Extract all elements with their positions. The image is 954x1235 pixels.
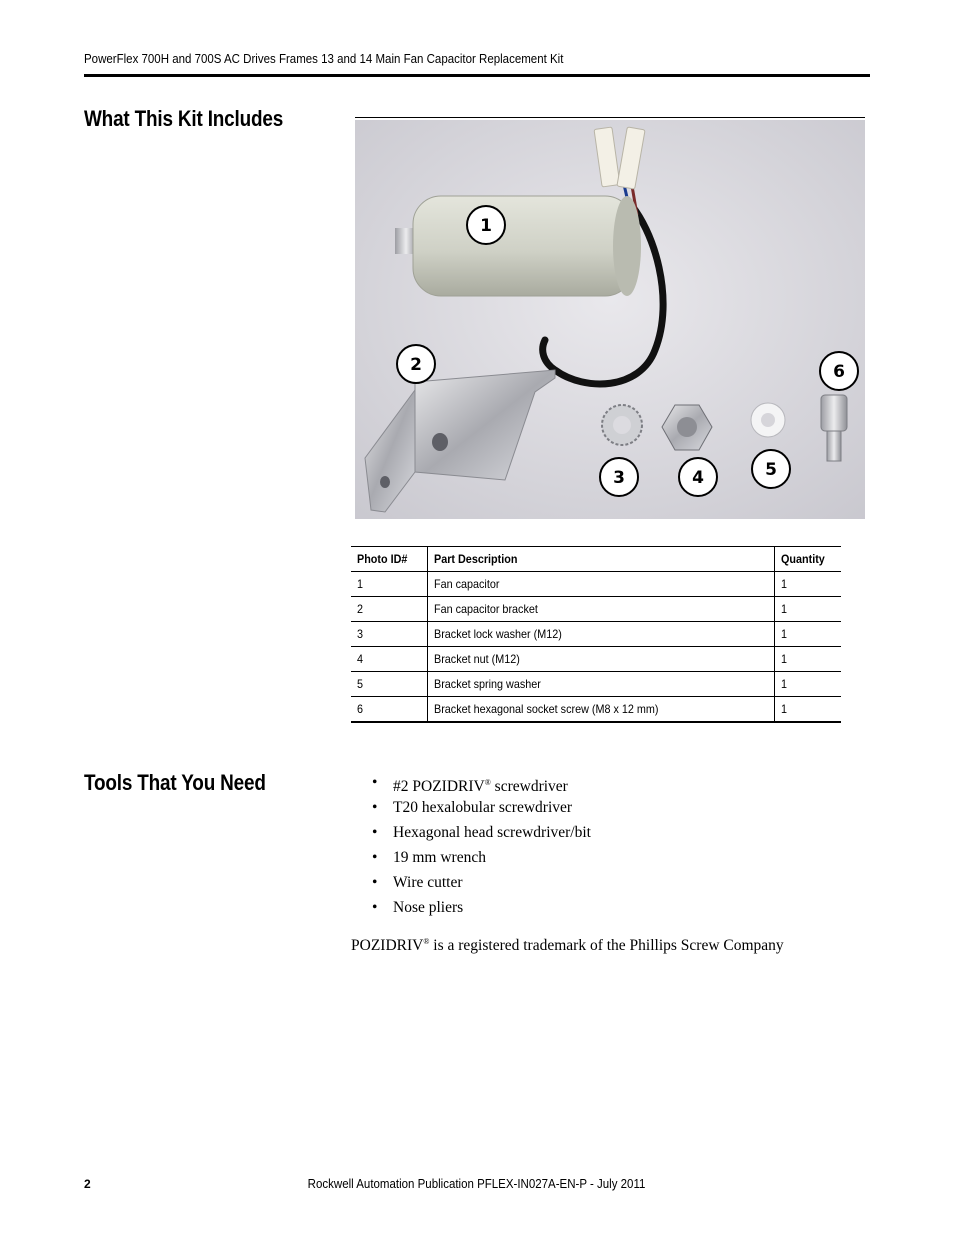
cell-photo-id: 3 — [351, 622, 428, 647]
callout-4 — [679, 458, 717, 496]
list-item: • T20 hexalobular screwdriver — [372, 795, 591, 820]
page-number: 2 — [84, 1177, 91, 1191]
table-row — [351, 597, 841, 622]
photo-top-rule — [355, 117, 865, 118]
list-item: • 19 mm wrench — [372, 845, 591, 870]
column-header-quantity: Quantity — [775, 547, 842, 572]
table-header-row — [351, 547, 841, 572]
cell-quantity: 1 — [775, 622, 842, 647]
cell-photo-id: 5 — [351, 672, 428, 697]
cell-part-description: Bracket hexagonal socket screw (M8 x 12 mm) — [428, 697, 775, 723]
parts-table — [351, 546, 841, 723]
callout-3 — [600, 458, 638, 496]
callout-2 — [397, 345, 435, 383]
cell-photo-id: 2 — [351, 597, 428, 622]
cell-quantity: 1 — [775, 647, 842, 672]
cell-photo-id: 4 — [351, 647, 428, 672]
section-title-tools: Tools That You Need — [84, 770, 266, 795]
bracket-spring-washer — [751, 403, 785, 437]
header-rule — [84, 74, 870, 77]
cell-part-description: Bracket nut (M12) — [428, 647, 775, 672]
cell-part-description: Fan capacitor bracket — [428, 597, 775, 622]
tools-list — [372, 770, 591, 920]
callout-6-label: 6 — [833, 362, 845, 382]
column-header-photo-id: Photo ID# — [351, 547, 428, 572]
callout-5-label: 5 — [765, 460, 777, 480]
list-item: • Nose pliers — [372, 895, 591, 920]
callout-1 — [467, 206, 505, 244]
trademark-note: POZIDRIV® is a registered trademark of the Phillips Screw Company — [351, 937, 784, 954]
table-row — [351, 622, 841, 647]
kit-photo — [355, 120, 865, 519]
cell-quantity: 1 — [775, 597, 842, 622]
table-row — [351, 672, 841, 697]
callout-3-label: 3 — [613, 468, 625, 488]
list-item: • Wire cutter — [372, 870, 591, 895]
list-item: • Hexagonal head screwdriver/bit — [372, 820, 591, 845]
section-title-kit-includes: What This Kit Includes — [84, 106, 284, 131]
running-header: PowerFlex 700H and 700S AC Drives Frames 13 and 14 Main Fan Capacitor Replacement Kit — [84, 52, 564, 66]
callout-5 — [752, 450, 790, 488]
cell-quantity: 1 — [775, 697, 842, 723]
callout-4-label: 4 — [692, 468, 704, 488]
cell-photo-id: 1 — [351, 572, 428, 597]
cell-photo-id: 6 — [351, 697, 428, 723]
cell-part-description: Bracket lock washer (M12) — [428, 622, 775, 647]
footer-publication: Rockwell Automation Publication PFLEX-IN027A-EN-P - July 2011 — [308, 1177, 646, 1191]
cell-part-description: Bracket spring washer — [428, 672, 775, 697]
callout-1-label: 1 — [480, 216, 492, 236]
fan-capacitor — [395, 196, 641, 296]
callout-6 — [820, 352, 858, 390]
callout-2-label: 2 — [410, 355, 422, 375]
cell-part-description: Fan capacitor — [428, 572, 775, 597]
cell-quantity: 1 — [775, 572, 842, 597]
table-row — [351, 647, 841, 672]
table-row — [351, 697, 841, 723]
bracket-lock-washer — [602, 405, 642, 445]
list-item: • #2 POZIDRIV® screwdriver — [372, 770, 591, 795]
table-row — [351, 572, 841, 597]
cell-quantity: 1 — [775, 672, 842, 697]
column-header-part-description: Part Description — [428, 547, 775, 572]
